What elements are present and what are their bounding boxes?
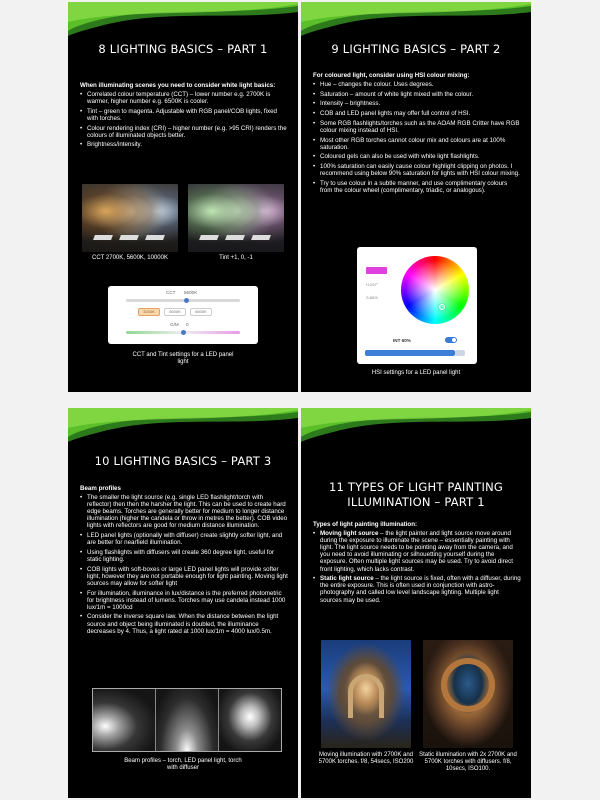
- bullet-text: – the light painter and light source move around during the exposure to illuminate the scene – essentially painting with light. The light source needs to be pointing away from the camera, and you need to avoid illuminating or silhouetting yourself during the exposure. Often multiple light sources may be used. Try to avoid direct front lighting, which lacks contrast.: [320, 530, 513, 573]
- bullet-text: – the light source is fixed, often with a diffuser, during the entire exposure. This is often used in conjunction with astro-photography and called low level landscape lighting. Multiple light sources may be used.: [320, 575, 521, 604]
- tint-comparison-photo: [188, 184, 284, 252]
- slide-body: [80, 82, 288, 151]
- cct-value: 5600K: [184, 290, 198, 295]
- bullet-item: • Try to use colour in a subtle manner, and use complimentary colours from the colour wheel (complimentary, triadic, or analogous).: [313, 180, 521, 194]
- intensity-toggle: [445, 337, 457, 343]
- slide-lighting-basics-part-3: [68, 408, 298, 798]
- intensity-slider: [365, 350, 455, 356]
- hsi-app-screenshot: [357, 247, 477, 364]
- bullet-item: • Consider the inverse square law. When the distance between the light source and object being illuminated is doubled, the illuminance decreases by 4. Thus, a light rated at 1000 lux/1m = 4000 lux/0.5m.: [80, 613, 288, 634]
- gm-value: 0: [186, 322, 189, 327]
- tint-caption: Tint +1, 0, -1: [219, 255, 253, 261]
- slide-lighting-basics-part-2: [301, 2, 531, 392]
- bullet-item: • Using flashlights with diffusers will create 360 degree light, useful for static lighting.: [80, 549, 288, 563]
- saturation-readout: S:85%: [366, 295, 378, 300]
- bullet-item: • Hue – changes the colour. Uses degrees.: [313, 81, 521, 88]
- cct-chip: 3200K: [138, 308, 160, 316]
- bullet-list: [80, 91, 288, 148]
- cct-chip: 6500K: [190, 308, 212, 316]
- slide-title: 10 LIGHTING BASICS – PART 3: [94, 454, 272, 468]
- hsi-caption: HSI settings for a LED panel light: [371, 370, 461, 376]
- bullet-list: [313, 81, 521, 194]
- cct-slider: [126, 299, 240, 302]
- bullet-list: [80, 494, 288, 635]
- green-swoosh-banner: [68, 408, 298, 442]
- bullet-item: [313, 530, 521, 573]
- static-illumination-photo: [423, 640, 513, 748]
- bullet-list: [313, 530, 521, 604]
- lead-text: When illuminating scenes you need to consider white light basics:: [80, 82, 276, 89]
- green-swoosh-banner: [301, 2, 531, 36]
- lead-text: For coloured light, consider using HSI colour mixing:: [313, 72, 470, 79]
- bullet-item: • Saturation – amount of white light mixed with the colour.: [313, 91, 521, 98]
- slide-title: 11 TYPES OF LIGHT PAINTING ILLUMINATION – PART 1: [328, 480, 504, 509]
- lead-text: Types of light painting illumination:: [313, 521, 418, 528]
- cct-chip: 5600K: [164, 308, 186, 316]
- app-caption: CCT and Tint settings for a LED panel light: [132, 352, 234, 365]
- bullet-item: • For illumination, illuminance in lux/distance is the preferred photometric for brightness instead of lumens. Torches may use candela instead 1000 lux/1m = 1000cd: [80, 590, 288, 611]
- torch-beam-photo: [93, 689, 156, 751]
- led-panel-beam-photo: [156, 689, 219, 751]
- green-swoosh-banner: [301, 408, 531, 442]
- colour-swatch: [366, 267, 387, 274]
- slide-title: 8 LIGHTING BASICS – PART 1: [98, 42, 268, 56]
- slide-title: 9 LIGHTING BASICS – PART 2: [331, 42, 501, 56]
- bullet-item: [313, 575, 521, 603]
- static-caption: Static illumination with 2x 2700K and 5700K torches with diffusers. f/8, 10secs, ISO100.: [419, 752, 517, 772]
- gm-label: G/M: [170, 322, 179, 327]
- slide-types-of-illumination-part-1: [301, 408, 531, 798]
- cct-label: CCT: [166, 290, 176, 295]
- bullet-item: • Colour rendering index (CRI) – higher number (e.g. >95 CRI) renders the colours of illuminated objects better.: [80, 125, 288, 139]
- cct-caption: CCT 2700K, 5600K, 10000K: [92, 255, 168, 261]
- moving-caption: Moving illumination with 2700K and 5700K torches. f/8, 54secs, ISO200: [318, 752, 414, 765]
- hue-readout: H:297°: [366, 282, 379, 287]
- bullet-item: • LED panel lights (optionally with diffuser) create slightly softer light, and are better for nearfield illumination.: [80, 532, 288, 546]
- slide-body: [313, 521, 521, 606]
- lead-text: Beam profiles: [80, 485, 121, 492]
- wheel-selector: [439, 304, 445, 310]
- beam-caption: Beam profiles – torch, LED panel light, torch with diffuser: [124, 758, 242, 771]
- green-swoosh-banner: [68, 2, 298, 36]
- bullet-item: • COB and LED panel lights may offer full control of HSI.: [313, 110, 521, 117]
- intensity-label: INT 60%: [393, 338, 411, 343]
- bullet-item: • Most other RGB torches cannot colour mix and colours are at 100% saturation.: [313, 137, 521, 151]
- gm-slider: [126, 331, 240, 334]
- slide-body: [313, 72, 521, 197]
- beam-profile-photos: [92, 688, 282, 752]
- slide-lighting-basics-part-1: [68, 2, 298, 392]
- moving-illumination-photo: [321, 640, 411, 748]
- bullet-item: • Brightness/intensity.: [80, 141, 288, 148]
- bullet-item: • Intensity – brightness.: [313, 100, 521, 107]
- slide-body: [80, 485, 288, 637]
- bullet-item: • Coloured gels can also be used with white light flashlights.: [313, 153, 521, 160]
- colour-wheel: [401, 256, 469, 324]
- bullet-term: Static light source: [320, 575, 374, 583]
- bullet-item: • Some RGB flashlights/torches such as the AOAM RGB Critter have RGB colour mixing instead of HSI.: [313, 120, 521, 134]
- diffuser-beam-photo: [219, 689, 281, 751]
- cct-tint-app-screenshot: [108, 286, 258, 344]
- intensity-track: [455, 350, 465, 356]
- bullet-item: • Tint – green to magenta. Adjustable with RGB panel/COB lights, fixed with torches.: [80, 108, 288, 122]
- bullet-term: Moving light source: [320, 530, 379, 538]
- bullet-item: • Correlated colour temperature (CCT) – lower number e.g. 2700K is warmer, higher number e.g. 6500K is cooler.: [80, 91, 288, 105]
- bullet-item: • COB lights with soft-boxes or large LED panel lights will provide softer light, however they are not portable enough for light painting. Moving light sources may allow for softer light: [80, 566, 288, 587]
- bullet-item: • 100% saturation can easily cause colour highlight clipping on photos. I recommend using below 90% saturation for lights with HSI colour mixing.: [313, 163, 521, 177]
- cct-comparison-photo: [82, 184, 178, 252]
- bullet-item: • The smaller the light source (e.g. single LED flashlight/torch with reflector) then then the harsher the light. This can be used to create hard edge beams. Torches are generally better for medium to longer distance illumination (higher the candela or throw in metres the better). COB video lights with reflectors are good for medium distance illumination.: [80, 494, 288, 529]
